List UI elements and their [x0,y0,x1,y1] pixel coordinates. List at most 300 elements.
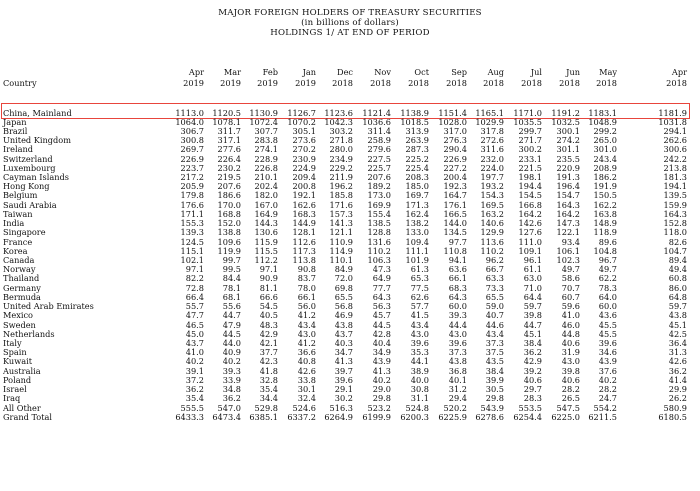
holding-value: 1078.1 [212,116,241,127]
holding-value: 6225.0 [551,411,580,422]
column-year-7: 2018 [446,78,467,88]
holding-value: 118.9 [593,227,617,238]
country-name: Canada [3,255,35,266]
holding-value: 1064.0 [175,116,204,127]
holding-value: 169.5 [480,199,504,210]
holding-value: 301.1 [556,144,580,155]
holding-value: 543.9 [480,402,504,413]
holding-value: 82.6 [668,236,687,247]
holding-value: 110.1 [329,255,353,266]
holding-value: 306.7 [180,125,204,136]
holding-value: 29.4 [448,393,467,404]
holding-value: 290.4 [443,144,467,155]
holding-value: 305.1 [292,125,316,136]
report-title: MAJOR FOREIGN HOLDERS OF TREASURY SECURITIES [218,8,482,18]
column-year-2: 2019 [257,78,278,88]
country-name: Italy [3,338,22,348]
holding-value: 230.9 [292,153,316,164]
holding-value: 43.4 [297,319,316,330]
holding-value: 163.8 [593,208,617,219]
holding-value: 30.1 [297,384,316,395]
holding-value: 131.6 [367,236,391,247]
holding-value: 113.8 [292,255,316,266]
holding-value: 110.2 [367,245,391,256]
holding-value: 311.6 [480,144,504,155]
holding-value: 217.2 [180,172,204,183]
holding-value: 34.4 [259,393,278,404]
holding-value: 233.1 [518,153,542,164]
holding-value: 43.0 [561,356,580,367]
holding-value: 43.0 [297,328,316,339]
holding-value: 36.2 [222,393,241,404]
holding-value: 176.6 [180,199,204,210]
holding-value: 205.9 [180,181,204,192]
table-row [0,413,700,422]
holding-value: 45.5 [598,328,617,339]
holding-value: 196.4 [556,181,580,192]
holding-value: 46.9 [334,310,353,321]
holding-value: 44.5 [372,319,391,330]
holding-value: 553.5 [518,402,542,413]
holding-value: 31.3 [668,347,687,358]
holding-value: 164.7 [443,190,467,201]
holding-value: 196.2 [329,181,353,192]
holding-value: 122.1 [556,227,580,238]
holding-value: 44.5 [222,328,241,339]
column-header-months [0,67,700,78]
holding-value: 171.1 [180,208,204,219]
holding-value: 45.5 [598,319,617,330]
holding-value: 111.0 [518,236,542,247]
holding-value: 225.4 [405,162,429,173]
holding-value: 39.9 [485,374,504,385]
holding-value: 280.0 [329,144,353,155]
holding-value: 46.5 [185,319,204,330]
holding-value: 270.2 [292,144,316,155]
holding-value: 31.1 [410,393,429,404]
holding-value: 29.0 [372,384,391,395]
country-name: Sweden [3,319,36,330]
holding-value: 263.9 [405,135,429,146]
holding-value: 129.9 [480,227,504,238]
holding-value: 6199.9 [362,411,391,422]
holding-value: 39.7 [334,365,353,376]
holding-value: 102.3 [556,255,580,266]
holding-value: 225.7 [367,162,391,173]
column-month-2: Feb [262,67,278,77]
holding-value: 157.3 [329,208,353,219]
holding-value: 39.6 [334,374,353,385]
holding-value: 39.1 [185,365,204,376]
holding-value: 72.0 [334,273,353,284]
holding-value: 94.1 [448,255,467,266]
column-month-0: Apr [188,67,204,77]
holding-value: 6225.9 [438,411,467,422]
holding-value: 110.8 [443,245,467,256]
holding-value: 32.4 [297,393,316,404]
holding-value: 40.6 [561,338,580,348]
holding-value: 73.3 [485,282,504,293]
holding-value: 1191.2 [551,107,580,118]
holding-value: 37.3 [485,338,504,348]
holding-value: 30.8 [410,384,429,395]
holding-value: 63.6 [448,264,467,275]
holding-value: 147.3 [556,218,580,229]
holding-value: 43.8 [668,310,687,321]
holding-value: 56.8 [334,301,353,312]
holding-value: 176.1 [443,199,467,210]
holding-value: 66.7 [485,264,504,275]
holding-value: 182.0 [254,190,278,201]
holding-value: 57.7 [410,301,429,312]
holding-value: 207.6 [217,181,241,192]
holding-value: 45.1 [523,328,542,339]
holding-value: 117.3 [292,245,316,256]
holding-value: 70.7 [561,282,580,293]
holding-value: 60.0 [448,301,467,312]
holding-value: 202.4 [254,181,278,192]
holding-value: 42.3 [259,356,278,367]
holding-value: 93.4 [561,236,580,247]
holding-value: 96.2 [485,255,504,266]
holding-value: 6385.1 [249,411,278,422]
holding-value: 192.1 [292,190,316,201]
country-name: France [3,236,33,247]
holding-value: 164.3 [556,199,580,210]
holding-value: 213.8 [663,162,687,173]
holding-value: 46.0 [561,319,580,330]
holding-value: 523.2 [367,402,391,413]
country-name: Spain [3,347,27,358]
holding-value: 227.2 [443,162,467,173]
holding-value: 71.0 [523,282,542,293]
holding-value: 66.1 [448,273,467,284]
holding-value: 168.8 [217,208,241,219]
holding-value: 115.9 [254,236,278,247]
holding-value: 49.7 [598,264,617,275]
country-name: Japan [3,116,27,127]
holding-value: 134.5 [443,227,467,238]
holding-value: 29.8 [372,393,391,404]
holding-value: 37.6 [598,365,617,376]
column-year-10: 2018 [559,78,580,88]
country-name: Hong Kong [3,181,50,192]
holding-value: 166.5 [443,208,467,219]
holding-value: 152.8 [663,218,687,229]
holding-value: 163.2 [480,208,504,219]
holding-value: 43.8 [334,319,353,330]
holding-value: 29.7 [523,384,542,395]
column-year-8: 2018 [483,78,504,88]
holding-value: 262.6 [663,135,687,146]
holding-value: 37.3 [448,347,467,358]
holding-value: 235.5 [556,153,580,164]
holding-value: 1130.9 [249,107,278,118]
holding-value: 86.0 [668,282,687,293]
holding-value: 38.9 [410,365,429,376]
holding-value: 61.3 [410,264,429,275]
holding-value: 39.8 [561,365,580,376]
holding-value: 152.0 [217,218,241,229]
holding-value: 77.5 [410,282,429,293]
holding-value: 40.9 [222,347,241,358]
holding-value: 273.6 [292,135,316,146]
holding-value: 44.6 [485,319,504,330]
holding-value: 89.6 [598,236,617,247]
holding-value: 89.4 [668,255,687,266]
holding-value: 39.8 [523,310,542,321]
holding-value: 49.4 [668,264,687,275]
holding-value: 40.3 [334,338,353,348]
country-name: Iraq [3,393,21,404]
holding-value: 274.2 [556,135,580,146]
holding-value: 142.6 [518,218,542,229]
holding-value: 144.0 [443,218,467,229]
country-name: Grand Total [3,411,52,422]
holding-value: 64.8 [668,291,687,302]
column-year-4: 2018 [332,78,353,88]
holding-value: 115.5 [254,245,278,256]
holding-value: 277.6 [217,144,241,155]
holding-value: 42.5 [668,328,687,339]
country-name: Belgium [3,190,38,201]
holding-value: 168.3 [292,208,316,219]
holding-value: 225.2 [405,153,429,164]
holding-value: 194.1 [663,181,687,192]
country-name: India [3,218,25,229]
column-year-6: 2018 [408,78,429,88]
holding-value: 40.4 [372,338,391,348]
holding-value: 40.2 [598,374,617,385]
holding-value: 197.7 [480,172,504,183]
holding-value: 39.2 [523,365,542,376]
holding-value: 224.9 [292,162,316,173]
holding-value: 164.2 [518,208,542,219]
holding-value: 40.8 [297,356,316,367]
column-month-10: Jun [566,67,580,77]
holding-value: 31.9 [561,347,580,358]
holding-value: 39.3 [448,310,467,321]
holding-value: 41.0 [185,347,204,358]
holding-value: 299.2 [593,125,617,136]
holding-value: 186.2 [593,172,617,183]
holding-value: 6254.4 [513,411,542,422]
holding-value: 194.4 [518,181,542,192]
holding-value: 34.8 [222,384,241,395]
holding-value: 43.8 [448,356,467,367]
holding-value: 1113.0 [175,107,204,118]
holding-value: 47.9 [222,319,241,330]
country-name: Norway [3,264,36,275]
holding-value: 61.1 [523,264,542,275]
holding-value: 287.3 [405,144,429,155]
holding-value: 40.7 [485,310,504,321]
holding-value: 43.7 [334,328,353,339]
holding-value: 101.9 [405,255,429,266]
holding-value: 40.2 [372,374,391,385]
holding-value: 43.0 [448,328,467,339]
country-name: Taiwan [3,208,33,219]
holding-value: 139.3 [180,227,204,238]
holding-value: 1138.9 [400,107,429,118]
holding-value: 30.2 [334,393,353,404]
holding-value: 90.8 [297,264,316,275]
holding-value: 40.5 [259,310,278,321]
holding-value: 1165.1 [475,107,504,118]
holding-value: 68.1 [222,291,241,302]
holding-value: 228.9 [254,153,278,164]
holding-value: 6200.3 [400,411,429,422]
holding-value: 271.8 [329,135,353,146]
holding-value: 41.0 [561,310,580,321]
holding-value: 90.9 [259,273,278,284]
holding-value: 110.2 [480,245,504,256]
holding-value: 39.6 [410,338,429,348]
holding-value: 42.9 [523,356,542,367]
holding-value: 56.0 [297,301,316,312]
holding-value: 43.9 [372,356,391,367]
holding-value: 232.0 [480,153,504,164]
holding-value: 1151.4 [438,107,467,118]
holding-value: 40.6 [523,374,542,385]
column-month-9: Jul [530,67,542,77]
holding-value: 242.2 [663,153,687,164]
holding-value: 209.4 [292,172,316,183]
holding-value: 77.7 [372,282,391,293]
holding-value: 24.7 [598,393,617,404]
holding-value: 47.7 [185,310,204,321]
country-name: Cayman Islands [3,172,69,183]
holding-value: 154.7 [556,190,580,201]
column-month-6: Oct [414,67,429,77]
holding-value: 83.7 [297,273,316,284]
holding-value: 301.0 [593,144,617,155]
holding-value: 1070.2 [287,116,316,127]
holding-value: 33.8 [297,374,316,385]
holding-value: 39.6 [598,338,617,348]
holding-value: 1031.8 [658,116,687,127]
holding-value: 186.6 [217,190,241,201]
holding-value: 42.6 [297,365,316,376]
holding-value: 28.2 [598,384,617,395]
holding-value: 1123.6 [324,107,353,118]
country-name: Kuwait [3,356,33,367]
holding-value: 118.0 [663,227,687,238]
holding-value: 43.9 [598,356,617,367]
holding-value: 207.6 [367,172,391,183]
holding-value: 1121.4 [362,107,391,118]
holding-value: 35.4 [259,384,278,395]
column-year-9: 2018 [521,78,542,88]
holding-value: 299.7 [518,125,542,136]
holding-value: 311.4 [367,125,391,136]
holding-value: 78.0 [297,282,316,293]
holding-value: 200.4 [443,172,467,183]
holding-value: 65.5 [485,291,504,302]
holding-value: 41.3 [334,356,353,367]
country-name: Israel [3,384,27,395]
holding-value: 317.1 [217,135,241,146]
holding-value: 317.8 [480,125,504,136]
holding-value: 1028.0 [438,116,467,127]
holding-value: 99.5 [222,264,241,275]
holding-value: 45.0 [185,328,204,339]
holding-value: 45.7 [372,310,391,321]
holding-value: 133.0 [405,227,429,238]
country-column-header: Country [3,78,37,88]
holding-value: 141.3 [329,218,353,229]
country-name: United Arab Emirates [3,301,94,312]
holding-value: 28.3 [523,393,542,404]
holding-value: 43.4 [410,319,429,330]
holding-value: 66.6 [259,291,278,302]
holding-value: 169.7 [405,190,429,201]
holding-value: 307.7 [254,125,278,136]
holding-value: 208.9 [593,162,617,173]
holding-value: 99.7 [222,255,241,266]
holding-value: 55.7 [185,301,204,312]
holding-value: 193.2 [480,181,504,192]
holding-value: 63.0 [523,273,542,284]
column-month-8: Aug [487,67,504,77]
holding-value: 162.6 [292,199,316,210]
holding-value: 1183.1 [588,107,617,118]
holding-value: 179.8 [180,190,204,201]
holding-value: 229.2 [329,162,353,173]
holding-value: 211.9 [329,172,353,183]
holding-value: 171.6 [329,199,353,210]
holding-value: 110.9 [329,236,353,247]
holding-value: 60.0 [598,301,617,312]
holding-value: 243.4 [593,153,617,164]
column-month-1: Mar [223,67,241,77]
holding-value: 29.1 [334,384,353,395]
holding-value: 104.7 [663,245,687,256]
holding-value: 181.3 [663,172,687,183]
holding-value: 39.3 [222,365,241,376]
holding-value: 547.5 [556,402,580,413]
holding-value: 41.2 [297,310,316,321]
holding-value: 30.5 [485,384,504,395]
holding-value: 84.4 [222,273,241,284]
holding-value: 78.3 [598,282,617,293]
holding-value: 42.1 [259,338,278,348]
holding-value: 272.6 [480,135,504,146]
holding-value: 192.3 [443,181,467,192]
holding-value: 59.7 [668,301,687,312]
holding-value: 65.3 [410,273,429,284]
holding-value: 520.2 [443,402,467,413]
holding-value: 283.8 [254,135,278,146]
holding-value: 66.4 [185,291,204,302]
holding-value: 164.2 [556,208,580,219]
holding-value: 127.6 [518,227,542,238]
holding-value: 271.7 [518,135,542,146]
holding-value: 227.5 [367,153,391,164]
holding-value: 173.0 [367,190,391,201]
holding-value: 41.4 [668,374,687,385]
holding-value: 170.0 [217,199,241,210]
holding-value: 185.8 [329,190,353,201]
holding-value: 162.4 [405,208,429,219]
holding-value: 69.8 [334,282,353,293]
holding-value: 64.0 [598,291,617,302]
holding-value: 44.4 [448,319,467,330]
country-name: Saudi Arabia [3,199,57,210]
holding-value: 37.2 [185,374,204,385]
holding-value: 64.3 [448,291,467,302]
holding-value: 65.5 [334,291,353,302]
